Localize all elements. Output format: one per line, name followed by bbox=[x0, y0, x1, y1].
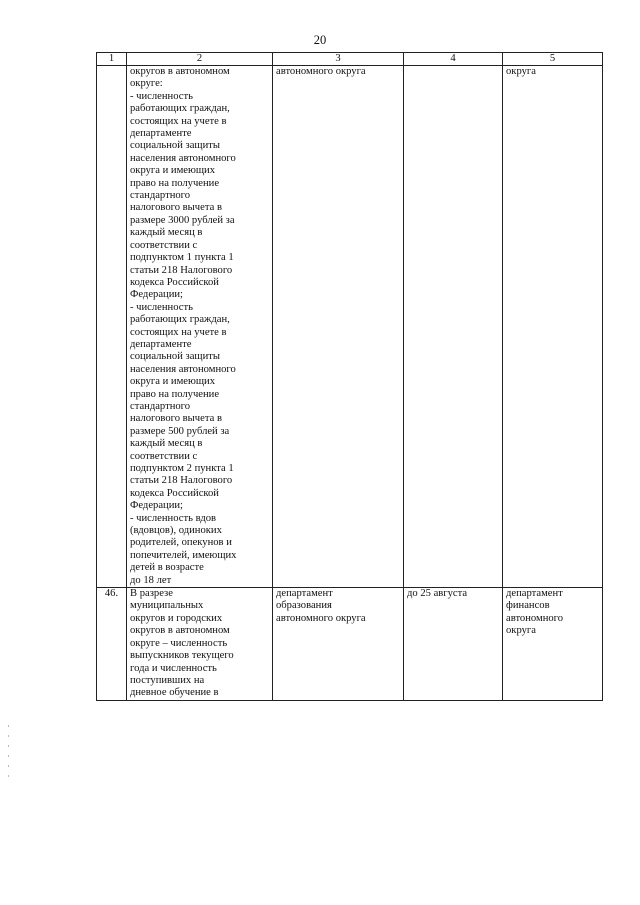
row-number-cell bbox=[97, 66, 127, 588]
scan-margin-marks bbox=[8, 725, 10, 795]
column-header-3: 3 bbox=[273, 53, 404, 66]
indicator-text: округов в автономном округе: - численность работающих граждан, состоящих на учете в департаменте социальной защиты населения автономного округа и имеющих право на получение стандартного налогового вычета в размере 3000 рублей за каждый месяц в соответствии с подпунктом 1 пункта 1 статьи 218 Налогового кодекса Российской Федерации; - численность работающих граждан, состоящих на учете в департаменте социальной защиты населения автономного округа и имеющих право на получение стандартного налогового вычета в размере 500 рублей за каждый месяц в соответствии с подпунктом 2 пункта 1 статьи 218 Налогового кодекса Российской Федерации; - численность вдов (вдовцов), одиноких родителей, опекунов и попечителей, имеющих детей в возрасте до 18 лет bbox=[130, 66, 237, 586]
column-header-4: 4 bbox=[404, 53, 503, 66]
row-number-cell bbox=[97, 588, 127, 701]
deadline-text: до 25 августа bbox=[407, 588, 468, 600]
header-row bbox=[97, 53, 603, 66]
column-header-1: 1 bbox=[97, 53, 127, 66]
page-number: 20 bbox=[313, 33, 327, 47]
recipient-cell bbox=[503, 66, 603, 588]
row-number: 46. bbox=[104, 588, 119, 600]
recipient-text: округа bbox=[506, 66, 536, 77]
responsible-text: департамент образования автономного округа bbox=[276, 588, 366, 624]
table-row bbox=[97, 588, 603, 701]
indicator-cell bbox=[127, 66, 273, 588]
table-row bbox=[97, 66, 603, 588]
responsible-text: автономного округа bbox=[276, 66, 366, 77]
column-header-5: 5 bbox=[503, 53, 603, 66]
recipient-text: департамент финансов автономного округа bbox=[506, 588, 564, 637]
responsible-cell bbox=[273, 66, 404, 588]
deadline-cell bbox=[404, 66, 503, 588]
data-table bbox=[96, 52, 603, 701]
indicator-cell bbox=[127, 588, 273, 701]
recipient-cell bbox=[503, 588, 603, 701]
column-header-2: 2 bbox=[127, 53, 273, 66]
responsible-cell bbox=[273, 588, 404, 701]
deadline-cell bbox=[404, 588, 503, 701]
indicator-text: В разрезе муниципальных округов и городских округов в автономном округе – численность выпускников текущего года и численность поступивших на дневное обучение в bbox=[130, 588, 234, 699]
